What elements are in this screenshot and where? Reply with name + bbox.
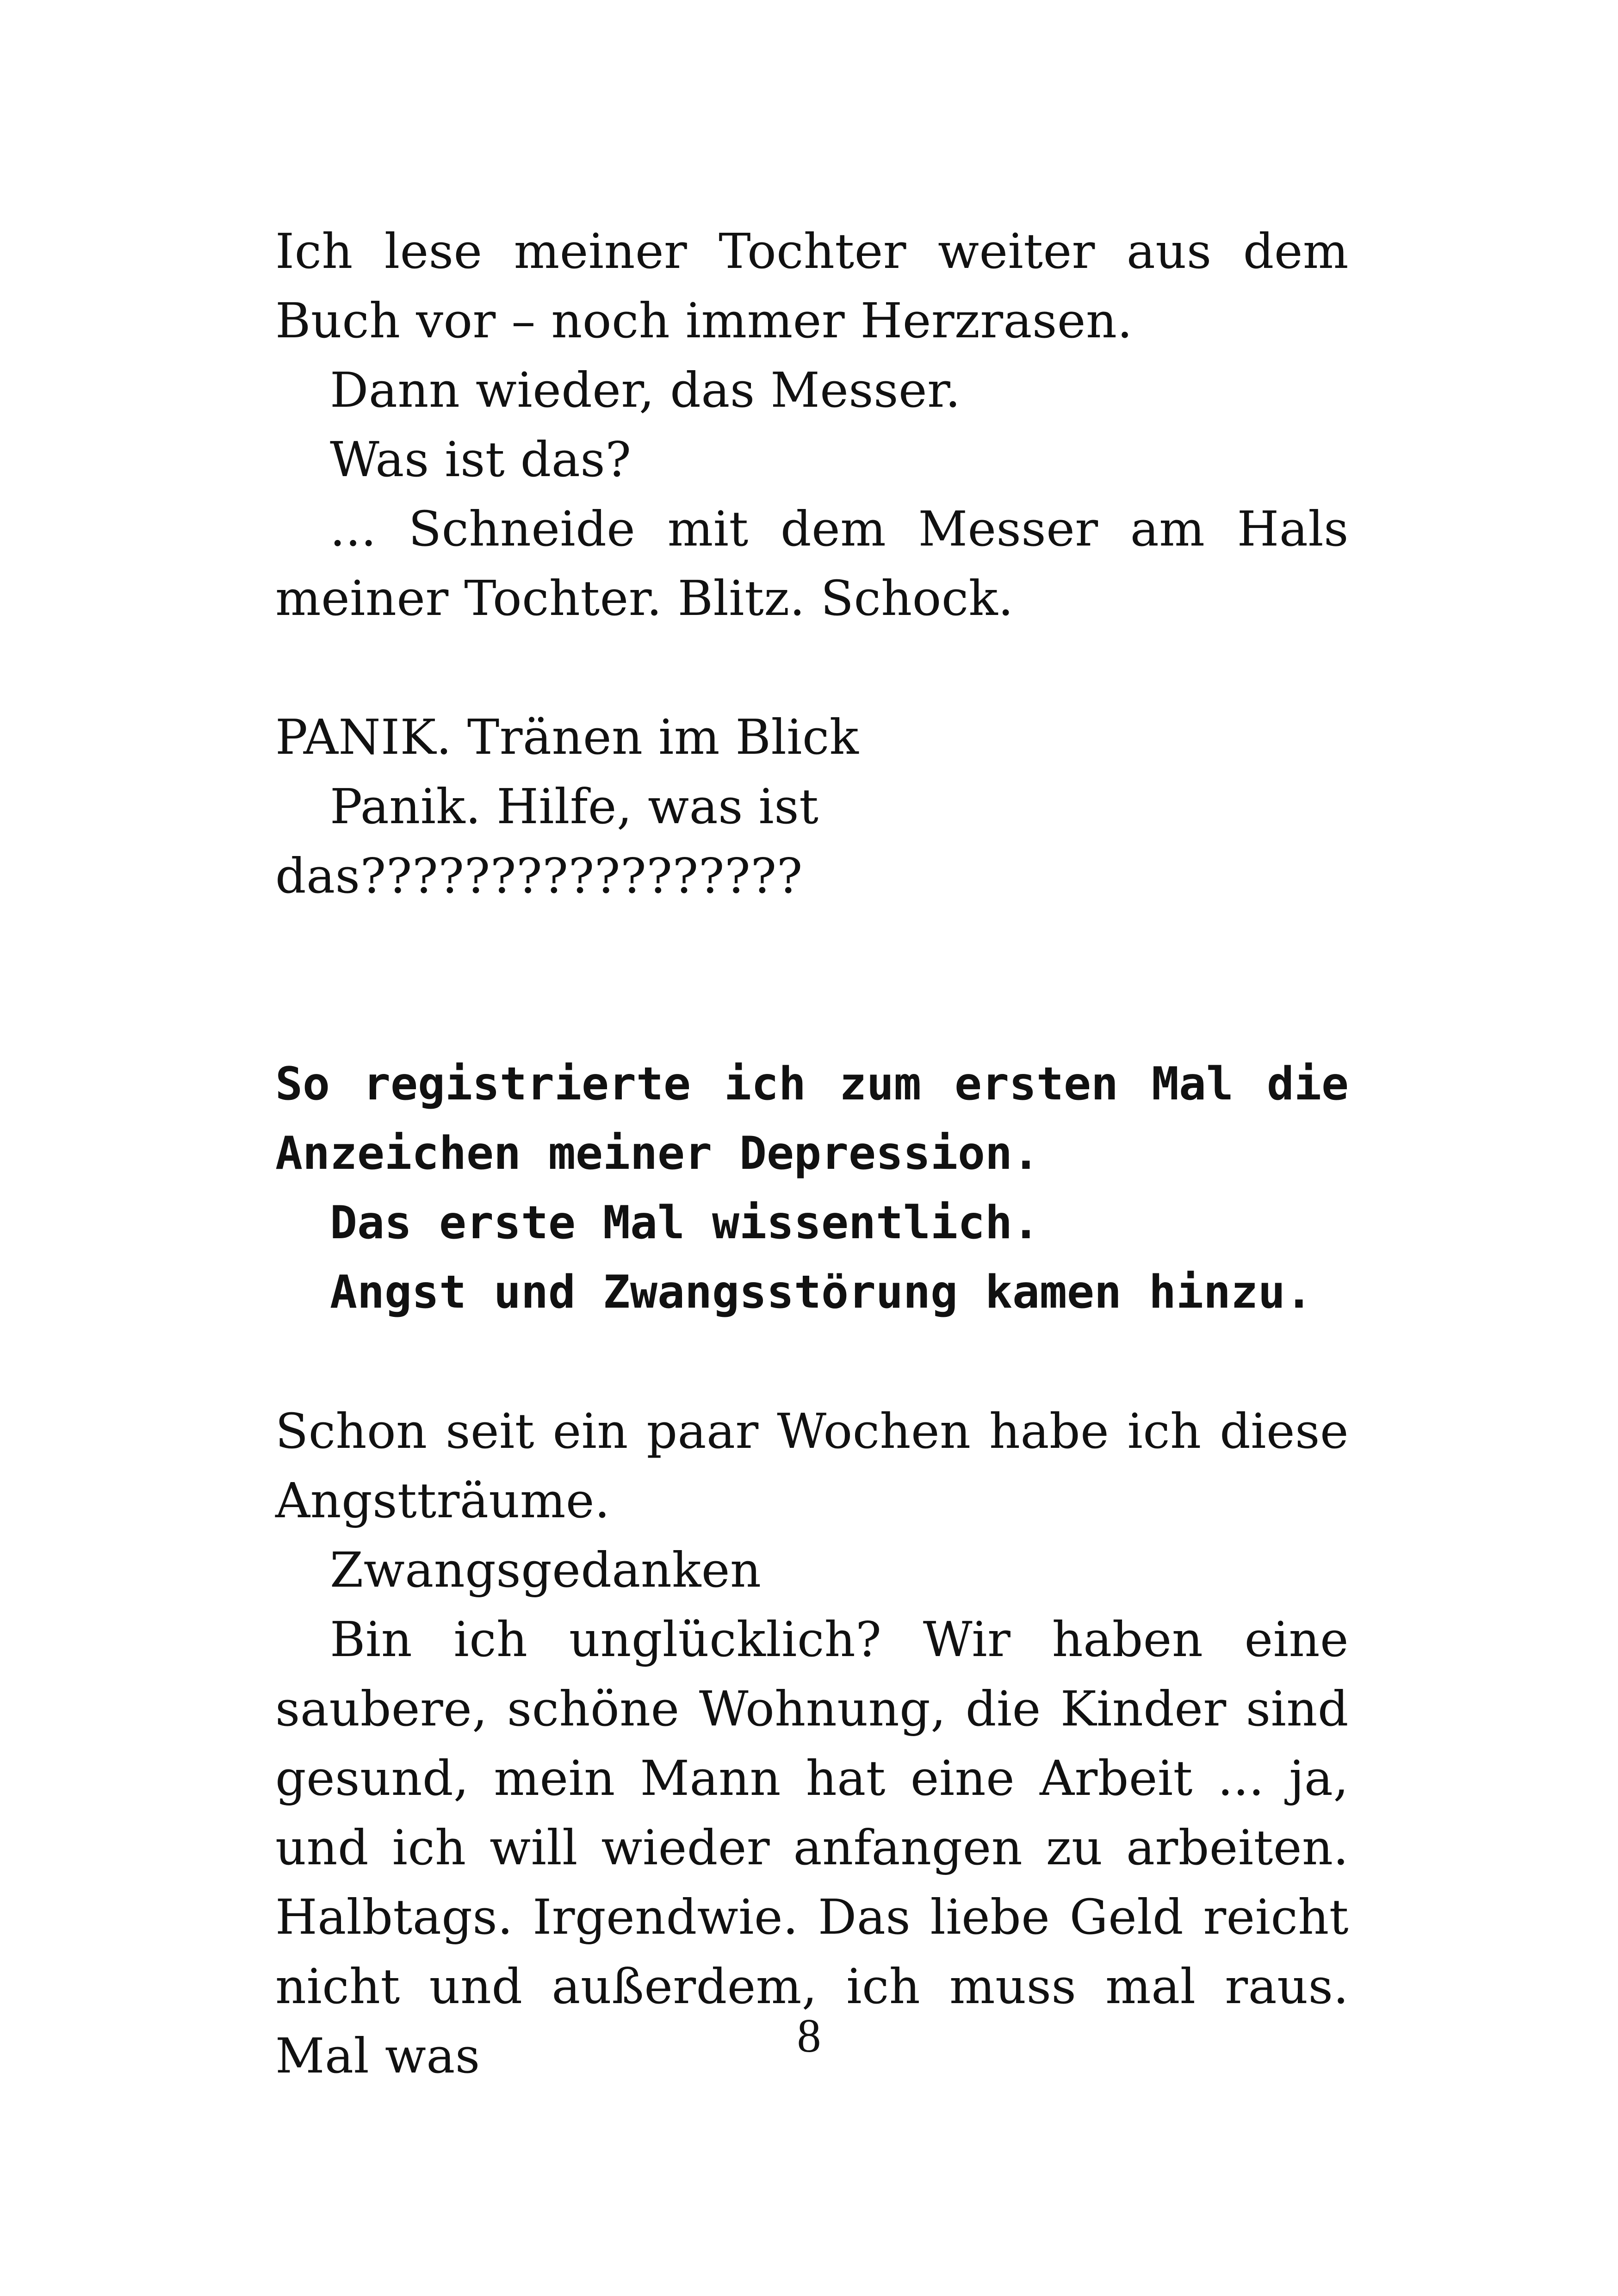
paragraph: Schon seit ein paar Wochen habe ich diese Angstträume.	[275, 1403, 1349, 1529]
paragraph-gap	[275, 633, 1349, 702]
paragraph: Ich lese meiner Tochter weiter aus dem Buch vor – noch immer Herzrasen.	[275, 223, 1349, 349]
page-number: 8	[797, 2009, 821, 2062]
paragraph: Zwangsgedanken	[330, 1542, 762, 1598]
paragraph: PANIK. Tränen im Blick	[275, 709, 859, 765]
paragraph: Bin ich unglücklich? Wir haben eine saubere, schöne Wohnung, die Kinder sind gesund, mein Mann hat eine Arbeit ... ja, und ich will wieder anfangen zu arbeiten. Halbtags. Irgendwie. Das liebe Geld reicht nicht und außerdem, ich muss mal raus. Mal was	[275, 1611, 1349, 2084]
paragraph: Panik. Hilfe, was ist das?????????????????	[275, 778, 819, 904]
page-body	[275, 217, 1349, 2091]
section-gap	[275, 911, 1349, 1049]
paragraph: Was ist das?	[330, 431, 632, 488]
bold-paragraph: So registrierte ich zum ersten Mal die Anzeichen meiner Depression.	[275, 1058, 1349, 1180]
bold-paragraph: Das erste Mal wissentlich.	[330, 1197, 1040, 1249]
paragraph: Dann wieder, das Messer.	[330, 362, 961, 418]
bold-paragraph: Angst und Zwangsstörung kamen hinzu.	[330, 1266, 1313, 1319]
section-gap	[275, 1327, 1349, 1396]
paragraph: ... Schneide mit dem Messer am Hals meiner Tochter. Blitz. Schock.	[275, 501, 1349, 627]
